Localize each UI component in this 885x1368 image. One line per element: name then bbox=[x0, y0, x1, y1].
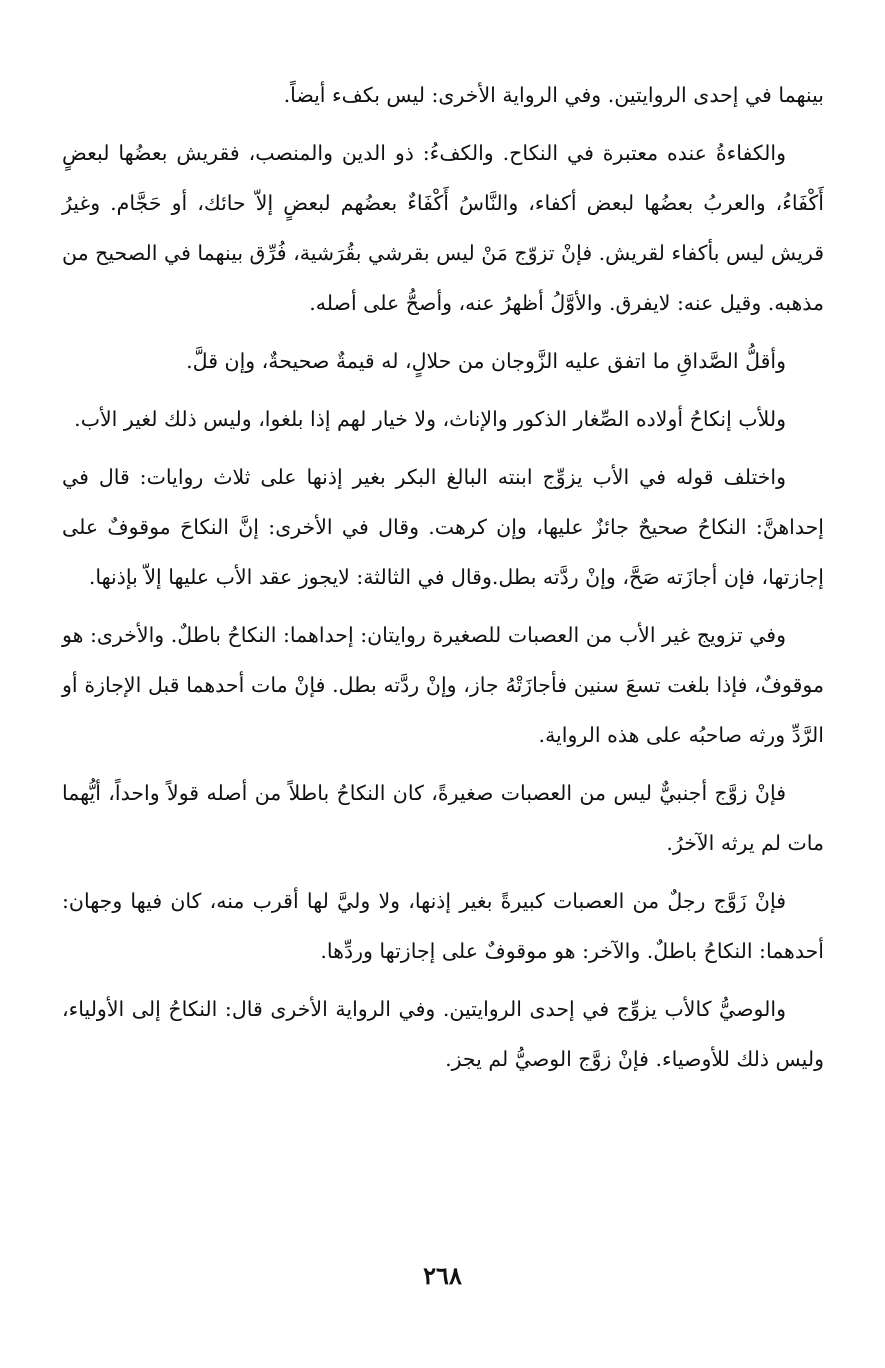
paragraph-three-narrations: واختلف قوله في الأب يزوِّج ابنته البالغ البكر بغير إذنها على ثلاث روايات: قال في إحداهنَّ: النكاحُ صحيحٌ جائزٌ عليها، وإن كرهت. وقال في الأخرى: إنَّ النكاحَ موقوفٌ على إجازتها، فإن أجازَته صَحَّ، وإنْ ردَّته بطل.وقال في الثالثة: لايجوز عقد الأب عليها إلاّ بإذنها. bbox=[62, 465, 824, 589]
paragraph-executor: والوصيُّ كالأب يزوِّج في إحدى الروايتين. وفي الرواية الأخرى قال: النكاحُ إلى الأولياء، وليس ذلك للأوصياء. فإنْ زوَّج الوصيُّ لم يجز. bbox=[62, 997, 824, 1071]
paragraph-father-marriage: وللأب إنكاحُ أولاده الصِّغار الذكور والإناث، ولا خيار لهم إذا بلغوا، وليس ذلك لغير الأب. bbox=[74, 407, 786, 431]
paragraph-sadaq: وأقلُّ الصَّداقِ ما اتفق عليه الزَّوجان من حلالٍ، له قيمةٌ صحيحةٌ، وإن قلَّ. bbox=[186, 349, 786, 373]
paragraph-other-guardians: وفي تزويج غير الأب من العصبات للصغيرة روايتان: إحداهما: النكاحُ باطلٌ. والأخرى: هو موقوفٌ، فإذا بلغت تسعَ سنين فأجازَتْهُ جاز، وإنْ ردَّته بطل. فإنْ مات أحدهما قبل الإجازة أو الرَّدِّ ورثه صاحبُه على هذه الرواية. bbox=[62, 623, 824, 747]
paragraph-continuation: بينهما في إحدى الروايتين. وفي الرواية الأخرى: ليس بكفء أيضاً. bbox=[283, 83, 824, 107]
paragraph-foreigner: فإنْ زوَّج أجنبيٌّ ليس من العصبات صغيرةً، كان النكاحُ باطلاً من أصله قولاً واحداً، أيُّهما مات لم يرثه الآخرُ. bbox=[62, 781, 824, 855]
paragraph-adult-woman: فإنْ زَوَّج رجلٌ من العصبات كبيرةً بغير إذنها، ولا وليَّ لها أقرب منه، كان فيها وجهان: أحدهما: النكاحُ باطلٌ. والآخر: هو موقوفٌ على إجازتها وردِّها. bbox=[62, 889, 824, 963]
page-body-text bbox=[62, 70, 824, 1092]
paragraph-kafaa: والكفاءةُ عنده معتبرة في النكاح. والكفءُ: ذو الدين والمنصب، فقريش بعضُها لبعضٍ أَكْفَاءُ، والعربُ بعضُها لبعض أكفاء، والنَّاسُ أَكْفَاءٌ بعضُهم لبعضٍ إلاّ حائك، أو حَجَّام. وغيرُ قريش ليس بأكفاء لقريش. فإنْ تزوّج مَنْ ليس بقرشي بقُرَشية، فُرِّق بينهما في الصحيح من مذهبه. وقيل عنه: لايفرق. والأوَّلُ أظهرُ عنه، وأصحُّ على أصله. bbox=[62, 141, 824, 315]
page-number: ٢٦٨ bbox=[423, 1261, 462, 1290]
